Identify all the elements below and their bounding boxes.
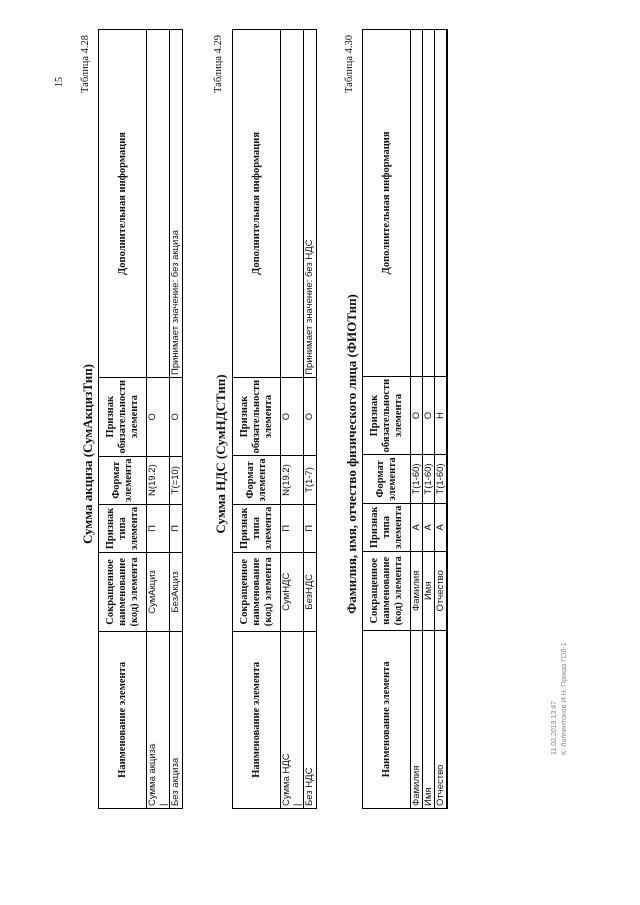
- table-4-30: [362, 29, 448, 809]
- header-required: Признак обязательности элемента: [233, 377, 281, 456]
- element-required: Н: [435, 376, 448, 455]
- stamp-line-1: 11.02.2019 13:47: [551, 701, 558, 755]
- element-type: А: [423, 503, 435, 551]
- table-caption-4-30: Фамилия, имя, отчество физического лица (ФИОТип): [344, 294, 359, 614]
- element-name: Отчество: [435, 630, 448, 808]
- table-caption-4-28: Сумма акциза (СумАкцизТип): [80, 363, 95, 545]
- element-required: О: [423, 376, 435, 455]
- element-code: БезНДС: [304, 552, 317, 631]
- element-format: N(19.2): [147, 456, 170, 504]
- page-number: 15: [54, 77, 65, 87]
- element-info: [435, 30, 448, 377]
- header-info: Дополнительная информация: [233, 30, 281, 378]
- element-name: Имя: [423, 630, 435, 808]
- element-code: Имя: [423, 551, 435, 630]
- table-row: [170, 30, 183, 809]
- header-format: Формат элемента: [99, 456, 147, 504]
- element-required: О: [304, 377, 317, 456]
- element-type: П: [170, 504, 183, 552]
- table-row: [304, 30, 317, 809]
- element-type: П: [281, 504, 304, 552]
- element-info: [281, 30, 304, 378]
- header-element-name: Наименование элемента: [233, 631, 281, 808]
- element-code: БезАкциз: [170, 553, 183, 632]
- element-format: T(=10): [170, 456, 183, 504]
- table-row: [435, 30, 448, 809]
- header-required: Признак обязательности элемента: [99, 378, 147, 457]
- element-code: СумАкциз: [147, 553, 170, 632]
- table-caption-4-29: Сумма НДС (СумНДСТип): [213, 374, 228, 534]
- element-required: О: [411, 376, 423, 455]
- stamp-line-2: К. Лаппинтонов И.Н. Приказ ГОЛ-1: [561, 642, 568, 755]
- header-element-name: Наименование элемента: [363, 630, 411, 808]
- header-element-name: Наименование элемента: [99, 631, 147, 808]
- header-format: Формат элемента: [363, 455, 411, 503]
- table-label-4-28: Таблица 4.28: [80, 34, 91, 93]
- table-header-row: [363, 30, 411, 809]
- element-format: T(1-60): [423, 455, 435, 503]
- element-info: [147, 30, 170, 378]
- element-required: О: [147, 378, 170, 457]
- element-name: Без акциза: [170, 631, 183, 808]
- header-type: Признак типа элемента: [233, 504, 281, 552]
- element-info: [423, 30, 435, 377]
- element-required: О: [281, 377, 304, 456]
- element-type: А: [411, 503, 423, 551]
- element-name: Фамилия: [411, 630, 423, 808]
- table-label-4-30: Таблица 4.30: [344, 34, 355, 93]
- header-type: Признак типа элемента: [363, 503, 411, 551]
- choice-marker: |: [292, 803, 303, 806]
- document-stamp: [550, 642, 570, 755]
- choice-marker: |: [158, 803, 169, 806]
- element-name: Сумма НДС: [281, 753, 292, 806]
- header-type: Признак типа элемента: [99, 504, 147, 552]
- table-4-28: [98, 29, 183, 809]
- element-type: П: [147, 504, 170, 552]
- element-required: О: [170, 378, 183, 457]
- element-name-cell: [147, 631, 170, 808]
- element-format: N(19.2): [281, 456, 304, 504]
- table-header-row: [99, 30, 147, 809]
- element-code: Фамилия: [411, 551, 423, 630]
- table-header-row: [233, 30, 281, 809]
- table-row: [281, 30, 304, 809]
- element-code: Отчество: [435, 551, 448, 630]
- table-row: [411, 30, 423, 809]
- table-4-29: [232, 29, 317, 809]
- header-code: Сокращенное наименование (код) элемента: [363, 551, 411, 630]
- table-row: [147, 30, 170, 809]
- element-format: T(1-60): [411, 455, 423, 503]
- header-code: Сокращенное наименование (код) элемента: [99, 553, 147, 632]
- element-info: Принимает значение: без НДС: [304, 30, 317, 378]
- element-name: Без НДС: [304, 631, 317, 808]
- element-name-cell: [281, 631, 304, 808]
- element-info: Принимает значение: без акциза: [170, 30, 183, 378]
- element-name: Сумма акциза: [147, 743, 158, 806]
- header-required: Признак обязательности элемента: [363, 376, 411, 455]
- header-code: Сокращенное наименование (код) элемента: [233, 552, 281, 631]
- table-row: [423, 30, 435, 809]
- element-type: П: [304, 504, 317, 552]
- header-format: Формат элемента: [233, 456, 281, 504]
- table-label-4-29: Таблица 4.29: [213, 34, 224, 93]
- header-info: Дополнительная информация: [363, 30, 411, 377]
- header-info: Дополнительная информация: [99, 30, 147, 378]
- element-format: T(1-7): [304, 456, 317, 504]
- element-format: T(1-60): [435, 455, 448, 503]
- element-type: А: [435, 503, 448, 551]
- element-code: СумНДС: [281, 552, 304, 631]
- element-info: [411, 30, 423, 377]
